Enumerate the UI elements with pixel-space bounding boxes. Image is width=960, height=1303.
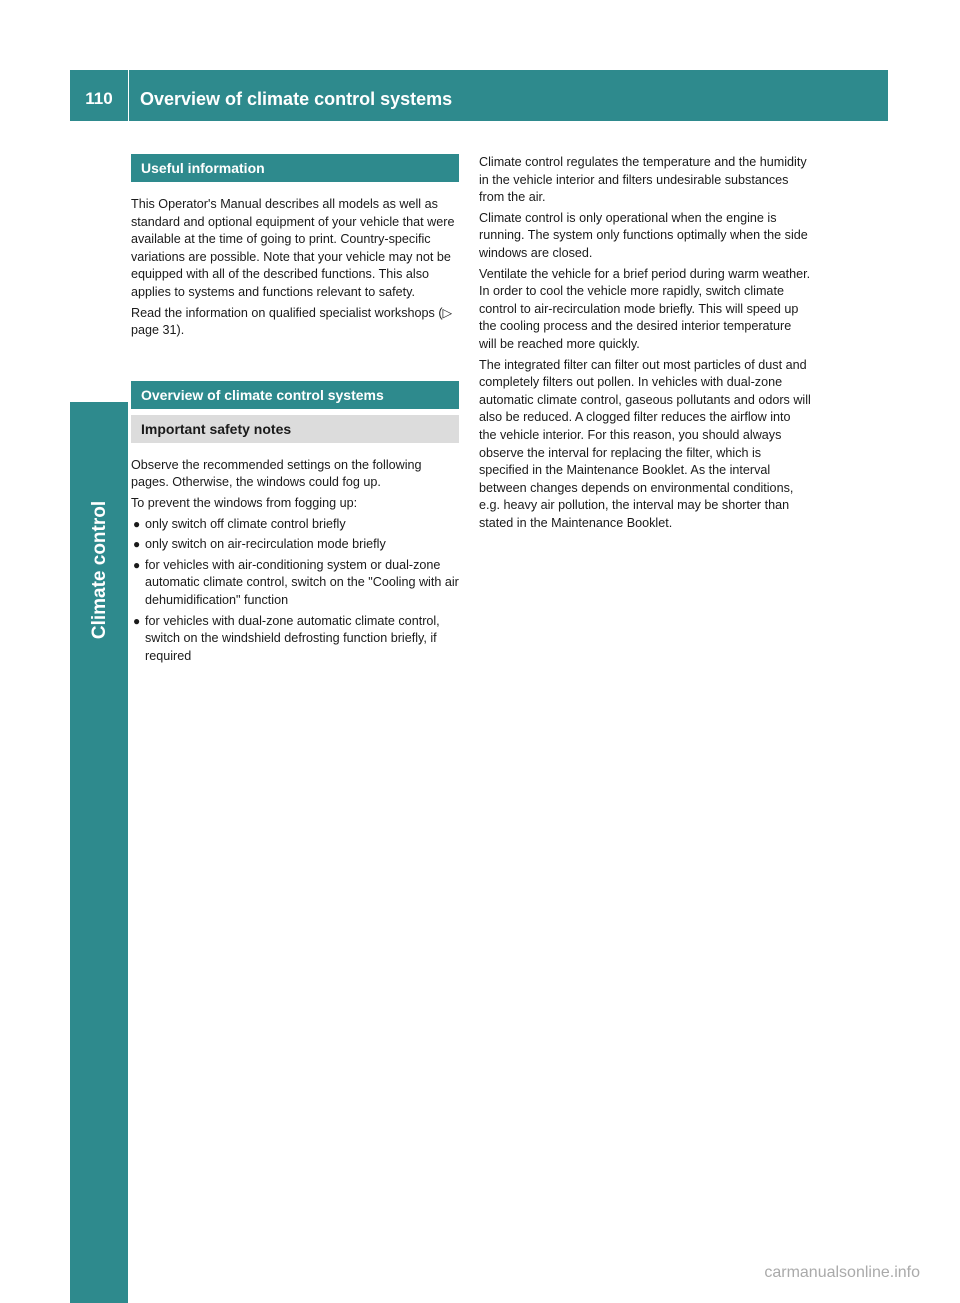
list-item — [131, 516, 459, 534]
paragraph: This Operator's Manual describes all models as well as standard and optional equipment of your vehicle that were available at the time of going to print. Country-specific variations are possible. Note that your vehicle may not be equipped with all of the described functions. This also applies to systems and functions relevant to safety. — [131, 197, 455, 299]
bullet-list — [131, 516, 459, 666]
section-heading-useful-information: Useful information — [131, 154, 459, 182]
paragraph: Ventilate the vehicle for a brief period during warm weather. In order to cool the vehicle more rapidly, switch climate control to air-recirculation mode briefly. This will speed up the cooling process and the desired interior temperature will be reached more quickly. — [479, 266, 811, 351]
paragraph: Climate control regulates the temperature and the humidity in the vehicle interior and filters undesirable substances from the air. — [479, 155, 807, 205]
watermark: carmanualsonline.info — [764, 1264, 920, 1281]
paragraph: To prevent the windows from fogging up: — [131, 495, 358, 510]
header-title: Overview of climate control systems — [140, 89, 453, 109]
paragraph: Observe the recommended settings on the following pages. Otherwise, the windows could fog up. — [131, 457, 422, 490]
list-item — [131, 536, 459, 554]
bullet-icon: ● — [133, 537, 141, 552]
side-tab-label: Climate control — [89, 500, 110, 640]
list-item — [131, 557, 459, 610]
list-item-text: only switch off climate control briefly — [145, 516, 346, 531]
paragraph: Climate control is only operational when the engine is running. The system only functions optimally when the side windows are closed. — [479, 210, 808, 260]
bullet-icon: ● — [133, 557, 141, 572]
page-header — [70, 70, 888, 121]
list-item — [131, 613, 459, 666]
list-item-text: for vehicles with dual-zone automatic climate control, switch on the windshield defrosting function briefly, if required — [145, 613, 440, 663]
right-column — [479, 154, 811, 535]
left-column — [131, 154, 459, 668]
paragraph: Read the information on qualified specialist workshops (▷ page 31). — [131, 305, 453, 338]
list-item-text: for vehicles with air-conditioning system or dual-zone automatic climate control, switch on the "Cooling with air dehumidification" function — [145, 557, 459, 607]
section-heading-overview: Overview of climate control systems — [131, 381, 459, 409]
bullet-icon: ● — [133, 613, 141, 628]
subheading-safety-notes: Important safety notes — [131, 415, 459, 443]
page-number: 110 — [70, 70, 129, 121]
bullet-icon: ● — [133, 516, 141, 531]
paragraph: The integrated filter can filter out most particles of dust and completely filters out pollen. In vehicles with dual-zone automatic climate control, gaseous pollutants and odors will also be reduced. A clogged filter reduces the airflow into the vehicle interior. For this reason, you should always observe the interval for replacing the filter, which is specified in the Maintenance Booklet. As the interval between changes depends on environmental conditions, e.g. heavy air pollution, the interval may be shorter than stated in the Maintenance Booklet. — [479, 357, 811, 530]
list-item-text: only switch on air-recirculation mode briefly — [145, 537, 386, 552]
